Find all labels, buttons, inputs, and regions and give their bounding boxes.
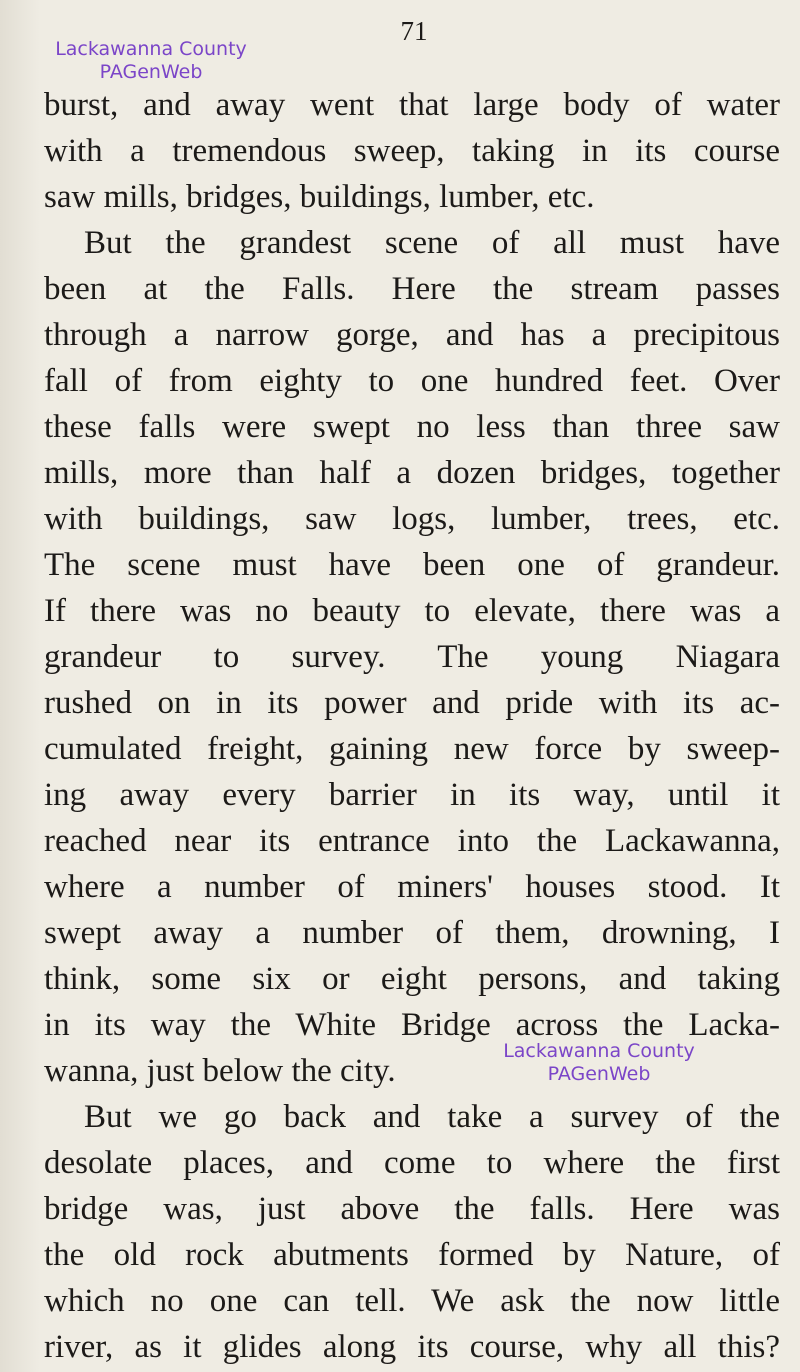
watermark-top — [20, 38, 282, 84]
text-line: fall of from eighty to one hundred feet. Over — [44, 363, 780, 399]
text-line: mills, more than half a dozen bridges, together — [44, 455, 780, 491]
text-line: cumulated freight, gaining new force by sweep- — [44, 731, 780, 767]
text-line: through a narrow gorge, and has a precipitous — [44, 317, 780, 353]
text-line: been at the Falls. Here the stream passes — [44, 271, 780, 307]
watermark-bottom — [468, 1040, 730, 1086]
watermark-line-1: Lackawanna County — [55, 38, 247, 60]
watermark-line-1: Lackawanna County — [503, 1040, 695, 1062]
text-line: burst, and away went that large body of water — [44, 87, 780, 123]
text-line: the old rock abutments formed by Nature, of — [44, 1237, 780, 1273]
watermark-line-2: PAGenWeb — [99, 61, 203, 83]
watermark-line-2: PAGenWeb — [547, 1063, 651, 1085]
text-line: But the grandest scene of all must have — [84, 225, 780, 261]
text-line: these falls were swept no less than three saw — [44, 409, 780, 445]
text-line: If there was no beauty to elevate, there was a — [44, 593, 780, 629]
text-line: The scene must have been one of grandeur. — [44, 547, 780, 583]
text-line: desolate places, and come to where the first — [44, 1145, 780, 1181]
text-line: in its way the White Bridge across the Lacka- — [44, 1007, 780, 1043]
text-line: But we go back and take a survey of the — [84, 1099, 780, 1135]
text-line: reached near its entrance into the Lackawanna, — [44, 823, 780, 859]
text-line: ing away every barrier in its way, until it — [44, 777, 780, 813]
text-line: which no one can tell. We ask the now little — [44, 1283, 780, 1319]
text-line: think, some six or eight persons, and taking — [44, 961, 780, 997]
text-line: bridge was, just above the falls. Here was — [44, 1191, 780, 1227]
text-line: wanna, just below the city. — [44, 1053, 396, 1089]
text-line: with a tremendous sweep, taking in its course — [44, 133, 780, 169]
text-line: grandeur to survey. The young Niagara — [44, 639, 780, 675]
page-edge-shadow — [0, 0, 40, 1372]
page-number: 71 — [400, 16, 428, 46]
body-text — [44, 82, 780, 1370]
text-line: rushed on in its power and pride with its ac- — [44, 685, 780, 721]
text-line: saw mills, bridges, buildings, lumber, etc. — [44, 179, 595, 215]
text-line: where a number of miners' houses stood. It — [44, 869, 780, 905]
text-line: swept away a number of them, drowning, I — [44, 915, 780, 951]
text-line: river, as it glides along its course, why all this? — [44, 1329, 780, 1365]
text-line: with buildings, saw logs, lumber, trees, etc. — [44, 501, 780, 537]
